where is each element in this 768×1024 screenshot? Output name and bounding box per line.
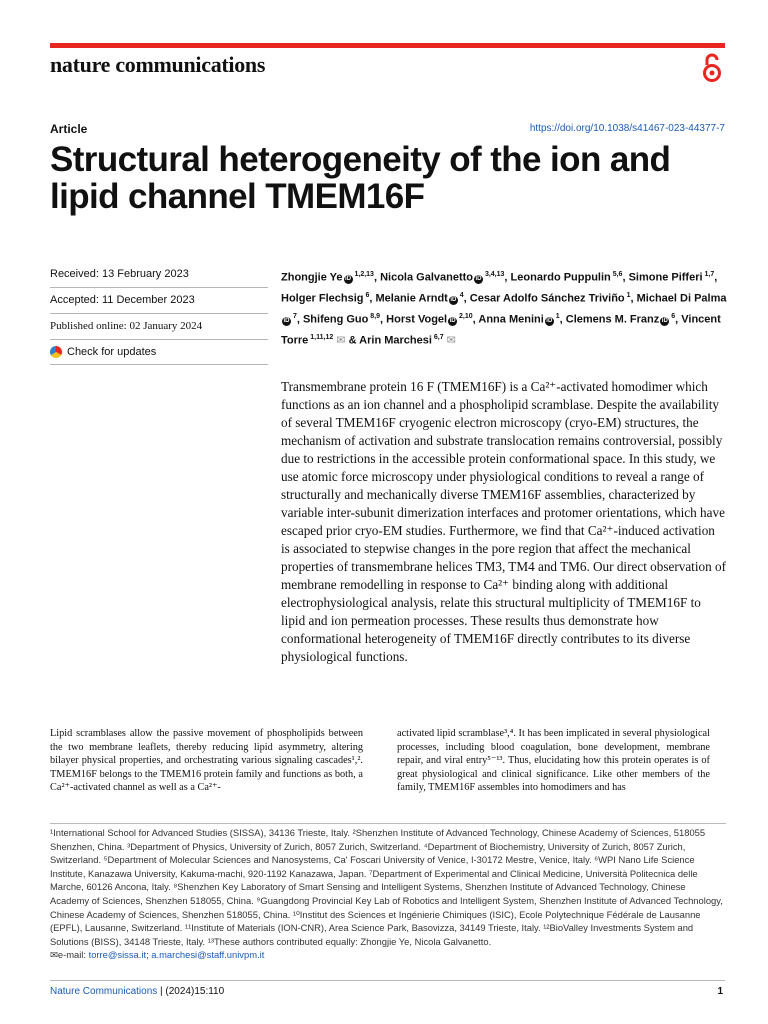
author-affiliation-index: 5,6 bbox=[610, 271, 623, 278]
author-name[interactable]: Nicola Galvanetto bbox=[380, 271, 473, 284]
orcid-icon[interactable]: iD bbox=[661, 317, 668, 324]
author-affiliation-index: 1,2,13 bbox=[352, 271, 374, 278]
author-name[interactable]: Michael Di Palma bbox=[636, 292, 727, 305]
author-affiliation-index: 1 bbox=[553, 313, 560, 321]
article-title: Structural heterogeneity of the ion and lipid channel TMEM16F bbox=[50, 140, 671, 216]
author-affiliation-index: 8,9 bbox=[368, 313, 381, 321]
abstract: Transmembrane protein 16 F (TMEM16F) is a Ca²⁺-activated homodimer which functions as an ion channel and a phospholipid scramblase. Despite the availability of several TMEM16F cryogenic electron microscopy (cryo-EM) structures, the mechanism of activation and substrate translocation remains controversial, possibly due to restrictions in the accessible protein conformational space. In this study, we use atomic force microscopy under physiological conditions to reveal a range of structurally and mechanically diverse TMEM16F assemblies, characterized by variable inter-subunit dimerization interfaces and protomer orientations, which have escaped prior cryo-EM studies. Furthermore, we find that Ca²⁺-induced activation is associated to stepwise changes in the pore region that affect the mechanical properties of transmembrane helices TM3, TM4 and TM6. Our direct observation of membrane remodelling in response to Ca²⁺ binding along with additional electrophysiological analysis, relate this structural multiplicity of TMEM16F to lipid and ion permeation processes. These results thus demonstrate how conformational heterogeneity of TMEM16F directly contributes to its diverse physiological functions. bbox=[281, 379, 726, 664]
author-name[interactable]: Anna Menini bbox=[478, 313, 544, 326]
author-affiliation-index: 6 bbox=[363, 292, 370, 300]
author-list: Zhongjie Ye iD $^{1,2,13}$, Nicola Galvanetto iD $^{3,4,13}$, Leonardo Puppulin $^{5,6}$, Simone Pifferi $^{1,7}$, Holger Flechsig $^6$, Melanie Arndt iD $^4$, Cesar Adolfo Sánchez Triviño $^1$, Michael Di PalmaiD $^7$, Shifeng Guo $^{8,9}$, Horst Vogel iD $^{2,10}$, Anna Menini iD $^1$, Clemens M. Franz iD $^6$, Vincent Torre $^{1,11,12}$ ✉ & Arin Marchesi $^{6,7}$ ✉ bbox=[281, 271, 727, 348]
orcid-icon[interactable]: iD bbox=[345, 275, 352, 282]
published-date: Published online: 02 January 2024 bbox=[50, 313, 268, 339]
author-affiliation-index: 6 bbox=[669, 313, 676, 321]
orcid-icon[interactable]: iD bbox=[283, 317, 290, 324]
author-affiliation-index: 1,11,12 bbox=[308, 334, 334, 342]
publication-dates bbox=[50, 262, 268, 365]
footer-rule bbox=[50, 980, 725, 981]
mail-icon: ✉ bbox=[50, 949, 58, 961]
footer-journal[interactable]: Nature Communications bbox=[50, 986, 158, 997]
mail-icon[interactable]: ✉ bbox=[443, 335, 456, 348]
check-for-updates-button[interactable] bbox=[50, 339, 268, 365]
footer-volume: | (2024)15:110 bbox=[157, 986, 225, 997]
author-name[interactable]: Vincent Torre bbox=[281, 313, 721, 348]
author-name[interactable]: Melanie Arndt bbox=[375, 292, 448, 305]
author-affiliation-index: 1,7 bbox=[702, 271, 715, 278]
crossmark-icon bbox=[50, 346, 62, 358]
doi-link[interactable]: https://doi.org/10.1038/s41467-023-44377-7 bbox=[529, 123, 725, 134]
email-label: e-mail: bbox=[57, 949, 86, 961]
orcid-icon[interactable]: iD bbox=[449, 317, 456, 324]
email-link-torre[interactable]: torre@sissa.it bbox=[88, 949, 147, 961]
author-name[interactable]: Holger Flechsig bbox=[281, 292, 364, 305]
author-name[interactable]: Leonardo Puppulin bbox=[510, 271, 611, 284]
body-text-left: Lipid scramblases allow the passive movement of phospholipids between the two membrane leaflets, thereby reducing lipid asymmetry, altering bilayer physical properties, and orchestrating various signaling cascades¹,². TMEM16F belongs to the TMEM16 protein family and functions as both, a Ca²⁺-activated channel as well as a Ca²⁺- bbox=[50, 728, 363, 794]
author-name[interactable]: Clemens M. Franz bbox=[565, 313, 660, 326]
author-affiliation-index: 6,7 bbox=[431, 334, 444, 342]
journal-name[interactable]: nature communications bbox=[50, 52, 266, 77]
body-text-right: activated lipid scramblase³,⁴. It has been implicated in several physiological processes, including blood coagulation, bone development, membrane repair, and viral entry⁵⁻¹³. Thus, elucidating how this protein operates is of great physiological and clinical significance. Like other members of the family, TMEM16F assembles into homodimers and has bbox=[397, 728, 710, 794]
orcid-icon[interactable]: iD bbox=[450, 296, 457, 303]
orcid-icon[interactable]: iD bbox=[546, 317, 553, 324]
affiliations: ¹International School for Advanced Studies (SISSA), 34136 Trieste, Italy. ²Shenzhen Institute of Advanced Technology, Chinese Academy of Sciences, 518055 Shenzhen, China. ³Department of Physics, University of Zurich, 8057 Zurich, Switzerland. ⁴Department of Biochemistry, University of Zurich, 8057 Zurich, Switzerland. ⁵Department of Molecular Sciences and Nanosystems, Ca' Foscari University of Venice, I-30172 Mestre, Venice, Italy. ⁶WPI Nano Life Science Institute, Kanazawa University, Kakuma-machi, 920-1192 Kanazawa, Japan. ⁷Department of Experimental and Clinical Medicine, Università Politecnica delle Marche, 60126 Ancona, Italy. ⁸Shenzhen Key Laboratory of Smart Sensing and Intelligent Systems, Shenzhen Institute of Advanced Technology, Chinese Academy of Sciences, Shenzhen 518055, China. ⁹Guangdong Provincial Key Lab of Robotics and Intelligent System, Shenzhen Institute of Advanced Technology, Chinese Academy of Sciences, Shenzhen 518055, China. ¹⁰Institut des Sciences et Ingénierie Chimiques (ISIC), Ecole Polytechnique Fédérale de Lausanne (EPFL), Lausanne, Switzerland. ¹¹Institute of Materials (ION-CNR), Area Science Park, Basovizza, 34149 Trieste, Italy. ¹²BioValley Investments System and Solutions (BISS), 34148 Trieste, Italy. ¹³These authors contributed equally: Zhongjie Ye, Nicola Galvanetto. ✉e-mail: torre@sissa.it; a.marchesi@staff.univpm.it bbox=[50, 823, 726, 962]
article-type: Article bbox=[50, 122, 88, 136]
header-rule bbox=[50, 43, 725, 48]
check-updates-label: Check for updates bbox=[67, 346, 157, 358]
author-name[interactable]: Zhongjie Ye bbox=[281, 271, 343, 284]
author-affiliation-index: 1 bbox=[624, 292, 631, 300]
author-name[interactable]: Shifeng Guo bbox=[302, 313, 369, 326]
author-affiliation-index: 7 bbox=[291, 313, 297, 321]
mail-icon[interactable]: ✉ bbox=[333, 335, 346, 348]
author-affiliation-index: 4 bbox=[457, 292, 464, 300]
author-affiliation-index: 3,4,13 bbox=[483, 271, 505, 278]
open-access-icon[interactable] bbox=[700, 52, 724, 84]
author-name[interactable]: Simone Pifferi bbox=[628, 271, 703, 284]
author-name[interactable]: Horst Vogel bbox=[386, 313, 448, 326]
footer-citation bbox=[50, 986, 224, 997]
accepted-date: Accepted: 11 December 2023 bbox=[50, 287, 268, 313]
page-number: 1 bbox=[717, 986, 723, 997]
orcid-icon[interactable]: iD bbox=[475, 275, 482, 282]
received-date: Received: 13 February 2023 bbox=[50, 268, 189, 280]
author-affiliation-index: 2,10 bbox=[457, 313, 473, 321]
author-name[interactable]: Cesar Adolfo Sánchez Triviño bbox=[469, 292, 625, 305]
email-link-marchesi[interactable]: a.marchesi@staff.univpm.it bbox=[151, 949, 265, 961]
author-name[interactable]: Arin Marchesi bbox=[359, 335, 432, 348]
affiliation-text: ¹International School for Advanced Studies (SISSA), 34136 Trieste, Italy. ²Shenzhen Institute of Advanced Technology, Chinese Academy of Sciences, 518055 Shenzhen, China. ³Department of Physics, University of Zurich, 8057 Zurich, Switzerland. ⁴Department of Biochemistry, University of Zurich, 8057 Zurich, Switzerland. ⁵Department of Molecular Sciences and Nanosystems, Ca' Foscari University of Venice, I-30172 Mestre, Venice, Italy. ⁶WPI Nano Life Science Institute, Kanazawa University, Kakuma-machi, 920-1192 Kanazawa, Japan. ⁷Department of Experimental and Clinical Medicine, Università Politecnica delle Marche, 60126 Ancona, Italy. ⁸Shenzhen Key Laboratory of Smart Sensing and Intelligent Systems, Shenzhen Institute of Advanced Technology, Chinese Academy of Sciences, Shenzhen 518055, China. ⁹Guangdong Provincial Key Lab of Robotics and Intelligent System, Shenzhen Institute of Advanced Technology, Chinese Academy of Sciences, Shenzhen 518055, China. ¹⁰Institut des Sciences et Ingénierie Chimiques (ISIC), Ecole Polytechnique Fédérale de Lausanne (EPFL), Lausanne, Switzerland. ¹¹Institute of Materials (ION-CNR), Area Science Park, Basovizza, 34149 Trieste, Italy. ¹²BioValley Investments System and Solutions (BISS), 34148 Trieste, Italy. ¹³These authors contributed equally: Zhongjie Ye, Nicola Galvanetto. bbox=[50, 827, 723, 947]
